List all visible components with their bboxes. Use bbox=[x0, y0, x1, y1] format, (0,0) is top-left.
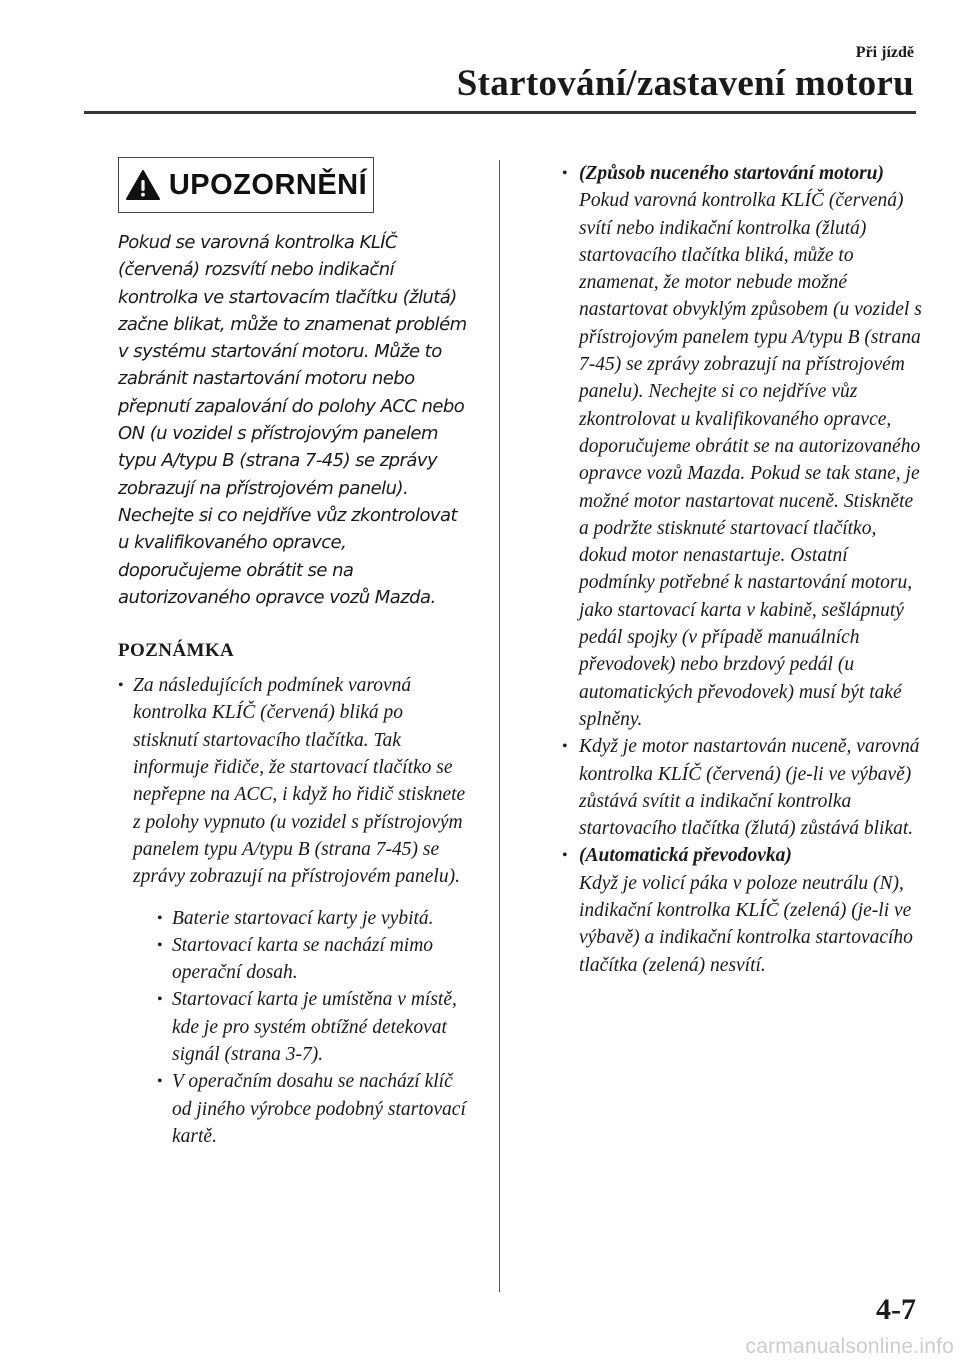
note-sub-item: • Startovací karta je umístěna v místě, kde je pro systém obtížné detekovat signál (strana 3-7). bbox=[157, 986, 470, 1068]
note-sub-list bbox=[157, 905, 470, 1151]
left-column bbox=[118, 157, 470, 1150]
item-title: • (Automatická převodovka) bbox=[579, 845, 792, 867]
right-list bbox=[562, 160, 922, 979]
note-heading: POZNÁMKA bbox=[118, 640, 235, 662]
note-list bbox=[118, 672, 470, 1150]
right-list-item bbox=[562, 160, 922, 733]
right-list-item bbox=[562, 842, 922, 978]
warning-title: UPOZORNĚNÍ bbox=[168, 168, 368, 201]
item-body: Pokud varovná kontrolka KLÍČ (červená) svítí nebo indikační kontrolka (žlutá) startovacího tlačítka bliká, může to znamenat, že motor nebude možné nastartovat obvyklým způsobem (u vozidel s přístrojovým panelem typu A/typu B (strana 7-45) se zprávy zobrazují na přístrojovém panelu). Nechejte si co nejdříve vůz zkontrolovat u kvalifikovaného opravce, doporučujeme obrátit se na autorizovaného opravce vozů Mazda. Pokud se tak stane, je možné motor nastartovat nuceně. Stiskněte a podržte stisknuté startovací tlačítko, dokud motor nenastartuje. Ostatní podmínky potřebné k nastartování motoru, jako startovací karta v kabině, sešlápnutý pedál spojky (v případě manuálních převodovek) nebo brzdový pedál (u automatických převodovek) musí být také splněny. bbox=[579, 190, 922, 730]
right-list-item bbox=[562, 733, 922, 842]
item-title: • (Způsob nuceného startování motoru) bbox=[579, 163, 885, 184]
item-body: • Když je motor nastartován nuceně, varovná kontrolka KLÍČ (červená) (je-li ve výbavě) zůstává svítit a indikační kontrolka startovacího tlačítka (žlutá) zůstává blikat. bbox=[579, 736, 920, 840]
page-title: Startování/zastavení motoru bbox=[456, 63, 914, 104]
warning-triangle-icon bbox=[125, 169, 161, 201]
section-label: Při jízdě bbox=[855, 44, 914, 61]
warning-box bbox=[118, 157, 374, 213]
right-column bbox=[562, 160, 922, 979]
item-body: Když je volicí páka v poloze neutrálu (N), indikační kontrolka KLÍČ (zelená) (je-li ve výbavě) a indikační kontrolka startovacího tlačítka (zelená) nesvítí. bbox=[579, 872, 913, 976]
note-sub-item: • Startovací karta se nachází mimo operační dosah. bbox=[157, 932, 470, 987]
note-item-text: Za následujících podmínek varovná kontrolka KLÍČ (červená) bliká po stisknutí startovacího tlačítka. Tak informuje řidiče, že startovací tlačítko se nepřepne na ACC, i když ho řidič stisknete z polohy vypnuto (u vozidel s přístrojovým panelem typu A/typu B (strana 7-45) se zprávy zobrazují na přístrojovém panelu). bbox=[133, 675, 466, 888]
watermark: carmanualsonline.info bbox=[745, 1335, 954, 1358]
page-number: 4-7 bbox=[876, 1293, 916, 1326]
note-sub-item: • V operačním dosahu se nachází klíč od jiného výrobce podobný startovací kartě. bbox=[157, 1068, 470, 1150]
column-divider bbox=[499, 160, 500, 1292]
warning-text: Pokud se varovná kontrolka KLÍČ (červená) rozsvítí nebo indikační kontrolka ve startovacím tlačítku (žlutá) začne blikat, může to znamenat problém v systému startování motoru. Může to zabránit nastartování motoru nebo přepnutí zapalování do polohy ACC nebo ON (u vozidel s přístrojovým panelem typu A/typu B (strana 7-45) se zprávy zobrazují na přístrojovém panelu). Nechejte si co nejdříve vůz zkontrolovat u kvalifikovaného opravce, doporučujeme obrátit se na autorizovaného opravce vozů Mazda. bbox=[118, 232, 467, 608]
note-item bbox=[118, 672, 470, 1150]
header-divider bbox=[84, 111, 916, 114]
note-sub-item: • Baterie startovací karty je vybitá. bbox=[157, 905, 470, 932]
